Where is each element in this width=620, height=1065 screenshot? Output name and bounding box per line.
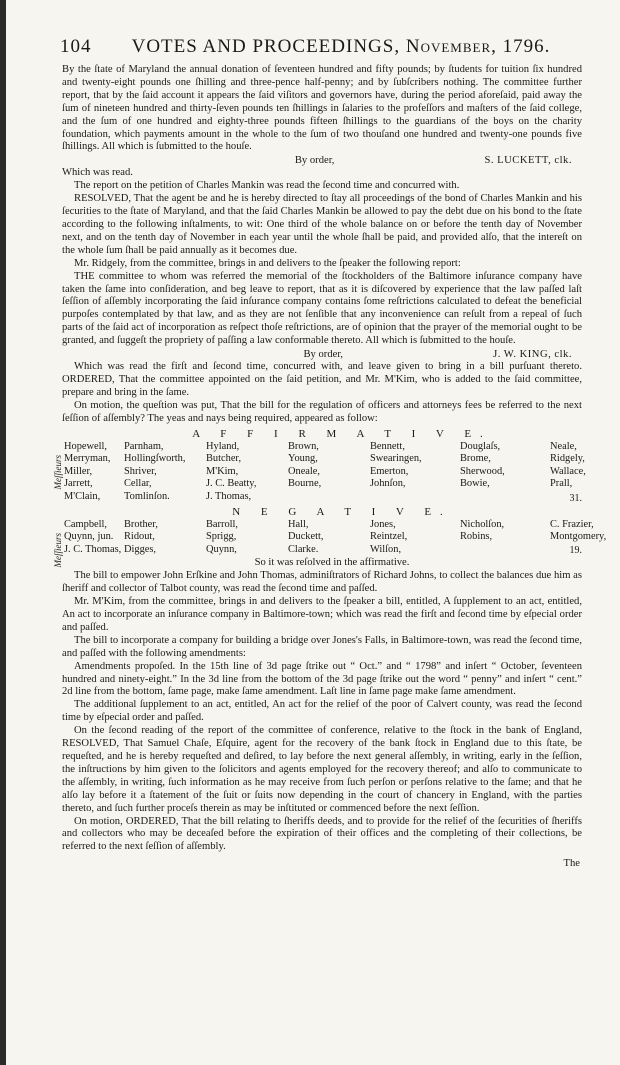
member-name: Johnſon, [370, 478, 406, 490]
member-name: Campbell, [64, 518, 107, 530]
body-text-bottom [62, 570, 582, 854]
body-text-top [62, 64, 582, 154]
member-name: Emerton, [370, 465, 409, 477]
paragraph: By the ſtate of Maryland the annual donation of ſeventeen hundred and fifty pounds; by ſtudents for tuition ſix hundred and twenty-eight pounds one ſhilling and three-pence half-penny; and by ſubſcribers nothing. The committee further report, that by the ſaid account it appears the ſaid viſitors and governors have, during the period aforeſaid, paid away the ſum of nineteen hundred and thirty-ſeven pounds ten ſhillings in ſalaries to the profeſſors and maſters of the ſaid college, and the ſum of one hundred and eighty-three pounds fifteen ſhillings to the guardians of the boys on the charity foundation, which payments amount in the whole to the ſum of two thouſand one hundred and twenty-one pounds five ſhillings. All which is ſubmitted to the houſe. [62, 64, 582, 153]
member-name: C. Frazier, [550, 518, 594, 530]
affirmative-votes [53, 440, 586, 504]
member-name: Sprigg, [206, 531, 237, 543]
member-name [288, 491, 370, 504]
member-name: Reintzel, [370, 531, 408, 543]
page-header [62, 36, 582, 58]
member-name: Wallace, [550, 465, 586, 477]
paragraph: THE committee to whom was referred the memorial of the ſtockholders of the Baltimore inſurance company have taken the ſame into conſideration, and beg leave to report, that as it is diſcovered by experience that the law paſſed laſt ſeſſion of aſſembly incorporating the ſaid inſurance company contains ſome reſtrictions calculated to defeat the beneficial purpoſes contemplated by that law, and as they are not ſenſible that any inconvenience can reſult from a repeal of ſuch parts of the ſaid act of incorporation as reſpect thoſe reſtrictions, are of opinion that the prayer of the memorial ought to be granted, and ſuggeſt the propriety of paſſing a law conformable thereto. All which is ſubmitted to the houſe. [62, 270, 582, 347]
member-name: Swearingen, [370, 453, 422, 465]
member-name: Douglaſs, [460, 440, 501, 452]
signature-luckett [62, 154, 582, 167]
member-name: Jones, [370, 518, 396, 530]
member-name: Brown, [288, 440, 319, 452]
paragraph: Which was read the firſt and ſecond time, concurred with, and leave given to bring in a bill purſuant thereto. ORDERED, That the committee appointed on the ſaid petition, and Mr. M'Kim, who is added to the ſaid committee, prepare and bring in the ſame. [62, 361, 582, 398]
vote-result: So it was reſolved in the affirmative. [254, 557, 410, 569]
member-name: Quynn, jun. [64, 531, 114, 543]
signature-king [62, 348, 582, 361]
member-name: Quynn, [206, 543, 237, 555]
paragraph: RESOLVED, That the agent be and he is hereby directed to ſtay all proceedings of the bond of Charles Mankin and his ſecurities to the ſtate of Maryland, and that the ſaid Charles Mankin be allowed to pay the debt due on his bond to the ſtate according to the following inſtalments, to wit: One third of the whole balance on or before the tenth day of November next, and on the tenth day of November in each year until the whole ſhall be paid, and provided alſo, that the intereſt on the whole ſum ſhall be paid annually as it becomes due. [62, 193, 582, 256]
member-name: Neale, [550, 440, 577, 452]
paragraph: On motion, the queſtion was put, That the bill for the regulation of officers and attorneys fees be referred to the next ſeſſion of aſſembly? The yeas and nays being required, appeared as follow: [62, 399, 582, 424]
member-name: Tomlinſon. [124, 490, 170, 502]
member-name [550, 544, 620, 557]
member-name: Hall, [288, 518, 309, 530]
negative-heading: N E G A T I V E. [232, 505, 452, 518]
affirmative-heading: A F F I R M A T I V E. [192, 427, 492, 440]
messieurs-label: Meſſieurs [53, 454, 63, 490]
member-name: Parnham, [124, 440, 164, 452]
member-name: Ridout, [124, 531, 155, 543]
member-name: Hollingſworth, [124, 453, 186, 465]
by-order-label: By order, [294, 155, 335, 167]
member-name: Robins, [460, 531, 493, 543]
paragraph: On motion, ORDERED, That the bill relating to ſheriffs deeds, and to provide for the relief of the ſecurities of ſheriffs and collectors who may be deceaſed before the expiration of their offices and the completing of their collections, be referred to the next ſeſſion of aſſembly. [62, 815, 582, 853]
member-name: M'Kim, [206, 465, 239, 477]
member-name: M'Clain, [64, 490, 101, 502]
page-binding-edge [0, 0, 6, 1065]
by-order-label: By order, [303, 349, 344, 361]
member-name: J. C. Beatty, [206, 478, 257, 490]
clerk-name: J. W. KING, clk. [493, 349, 572, 361]
member-name [370, 491, 460, 504]
paragraph: The bill to incorporate a company for building a bridge over Jones's Falls, in Baltimore-town, was read the ſecond time, and paſſed with the following amendments: [62, 634, 582, 659]
paragraph: Which was read. [62, 167, 133, 179]
member-name: Digges, [124, 543, 157, 555]
member-name: Oneale, [288, 465, 321, 477]
paragraph: Mr. Ridgely, from the committee, brings in and delivers to the ſpeaker the following report: [74, 257, 461, 269]
member-name: Jarrett, [64, 478, 93, 490]
paragraph: Amendments propoſed. In the 15th line of 3d page ſtrike out “ Oct.” and “ 1798” and inſert “ October, ſeventeen hundred and ninety-eight.” In the 3d line from the bottom of the 3d page ſtrike out the word “ penny” and inſert “ cent.” 2d line from the bottom, ſame page, make ſame amendment. Laſt line in ſame page make ſame amendment. [62, 660, 582, 698]
member-name: Duckett, [288, 531, 324, 543]
negative-total: 19. [569, 544, 582, 556]
member-name: Bourne, [288, 478, 322, 490]
member-name: Butcher, [206, 453, 242, 465]
member-name: Montgomery, [550, 531, 607, 543]
catchword: The [563, 858, 580, 870]
member-name: Prall, [550, 478, 573, 490]
member-name: Shriver, [124, 465, 157, 477]
member-name: Bowie, [460, 478, 490, 490]
member-name: Brome, [460, 453, 491, 465]
member-name: Sherwood, [460, 465, 505, 477]
running-title: VOTES AND PROCEEDINGS, November, 1796. [131, 36, 551, 57]
affirmative-total: 31. [569, 492, 582, 504]
member-name [460, 491, 550, 504]
clerk-name: S. LUCKETT, clk. [484, 155, 572, 167]
member-name [460, 544, 550, 557]
member-name: Miller, [64, 465, 93, 477]
paragraph: The report on the petition of Charles Mankin was read the ſecond time and concurred with. [74, 180, 460, 192]
member-name: Clarke. [288, 543, 319, 555]
member-name: Barroll, [206, 518, 239, 530]
member-name: J. C. Thomas, [64, 543, 122, 555]
paragraph: The bill to empower John Erſkine and John Thomas, adminiſtrators of Richard Johns, to collect the balances due him as ſheriff and collector of Talbot county, was read the ſecond time and paſſed. [62, 570, 582, 595]
member-name: Brother, [124, 518, 158, 530]
member-name: Cellar, [124, 478, 152, 490]
page-number: 104 [60, 36, 92, 57]
paragraph: Mr. M'Kim, from the committee, brings in and delivers to the ſpeaker a bill, entitled, A ſupplement to an act, entitled, An act to incorporate an inſurance company in Baltimore-town; which was read the firſt and ſecond time by eſpecial order and paſſed. [62, 596, 582, 633]
member-name: Hopewell, [64, 440, 107, 452]
messieurs-label: Meſſieurs [53, 532, 63, 568]
member-name: Bennett, [370, 440, 405, 452]
member-name [550, 491, 620, 504]
member-name: Wilſon, [370, 543, 402, 555]
paragraph: On the ſecond reading of the report of the committee of conference, relative to the ſtock in the bank of England, RESOLVED, That Samuel Chaſe, Eſquire, agent for the recovery of the bank ſtock in England due to this ſtate, be requeſted, and he is hereby requeſted and deſired, to lay before the next general aſſembly, in writing, early in the ſeſſion, the inſtructions by him given to the ſolicitors and agents employed for the recovery thereof; and alſo to communicate to the aſſembly, in writing, ſuch information as he may receive from ſuch perſon or perſons relative to the ſame; and that he alſo lay before it a ſtatement of the ſuit or ſuits now depending in the court of chancery in England, with the parties thereto, and ſuch further proceſs therein as may be inſtituted or commenced before the next ſeſſion. [62, 725, 582, 814]
member-name: Hyland, [206, 440, 240, 452]
member-name: Merryman, [64, 453, 111, 465]
member-name: J. Thomas, [206, 490, 252, 502]
member-name: Nicholſon, [460, 518, 505, 530]
paragraph: The additional ſupplement to an act, entitled, An act for the relief of the poor of Calvert county, was read the ſecond time by eſpecial order and paſſed. [62, 699, 582, 724]
body-text-middle [62, 167, 582, 348]
member-name: Ridgely, [550, 453, 585, 465]
body-text-pre-vote [62, 361, 582, 426]
member-name: Young, [288, 453, 318, 465]
